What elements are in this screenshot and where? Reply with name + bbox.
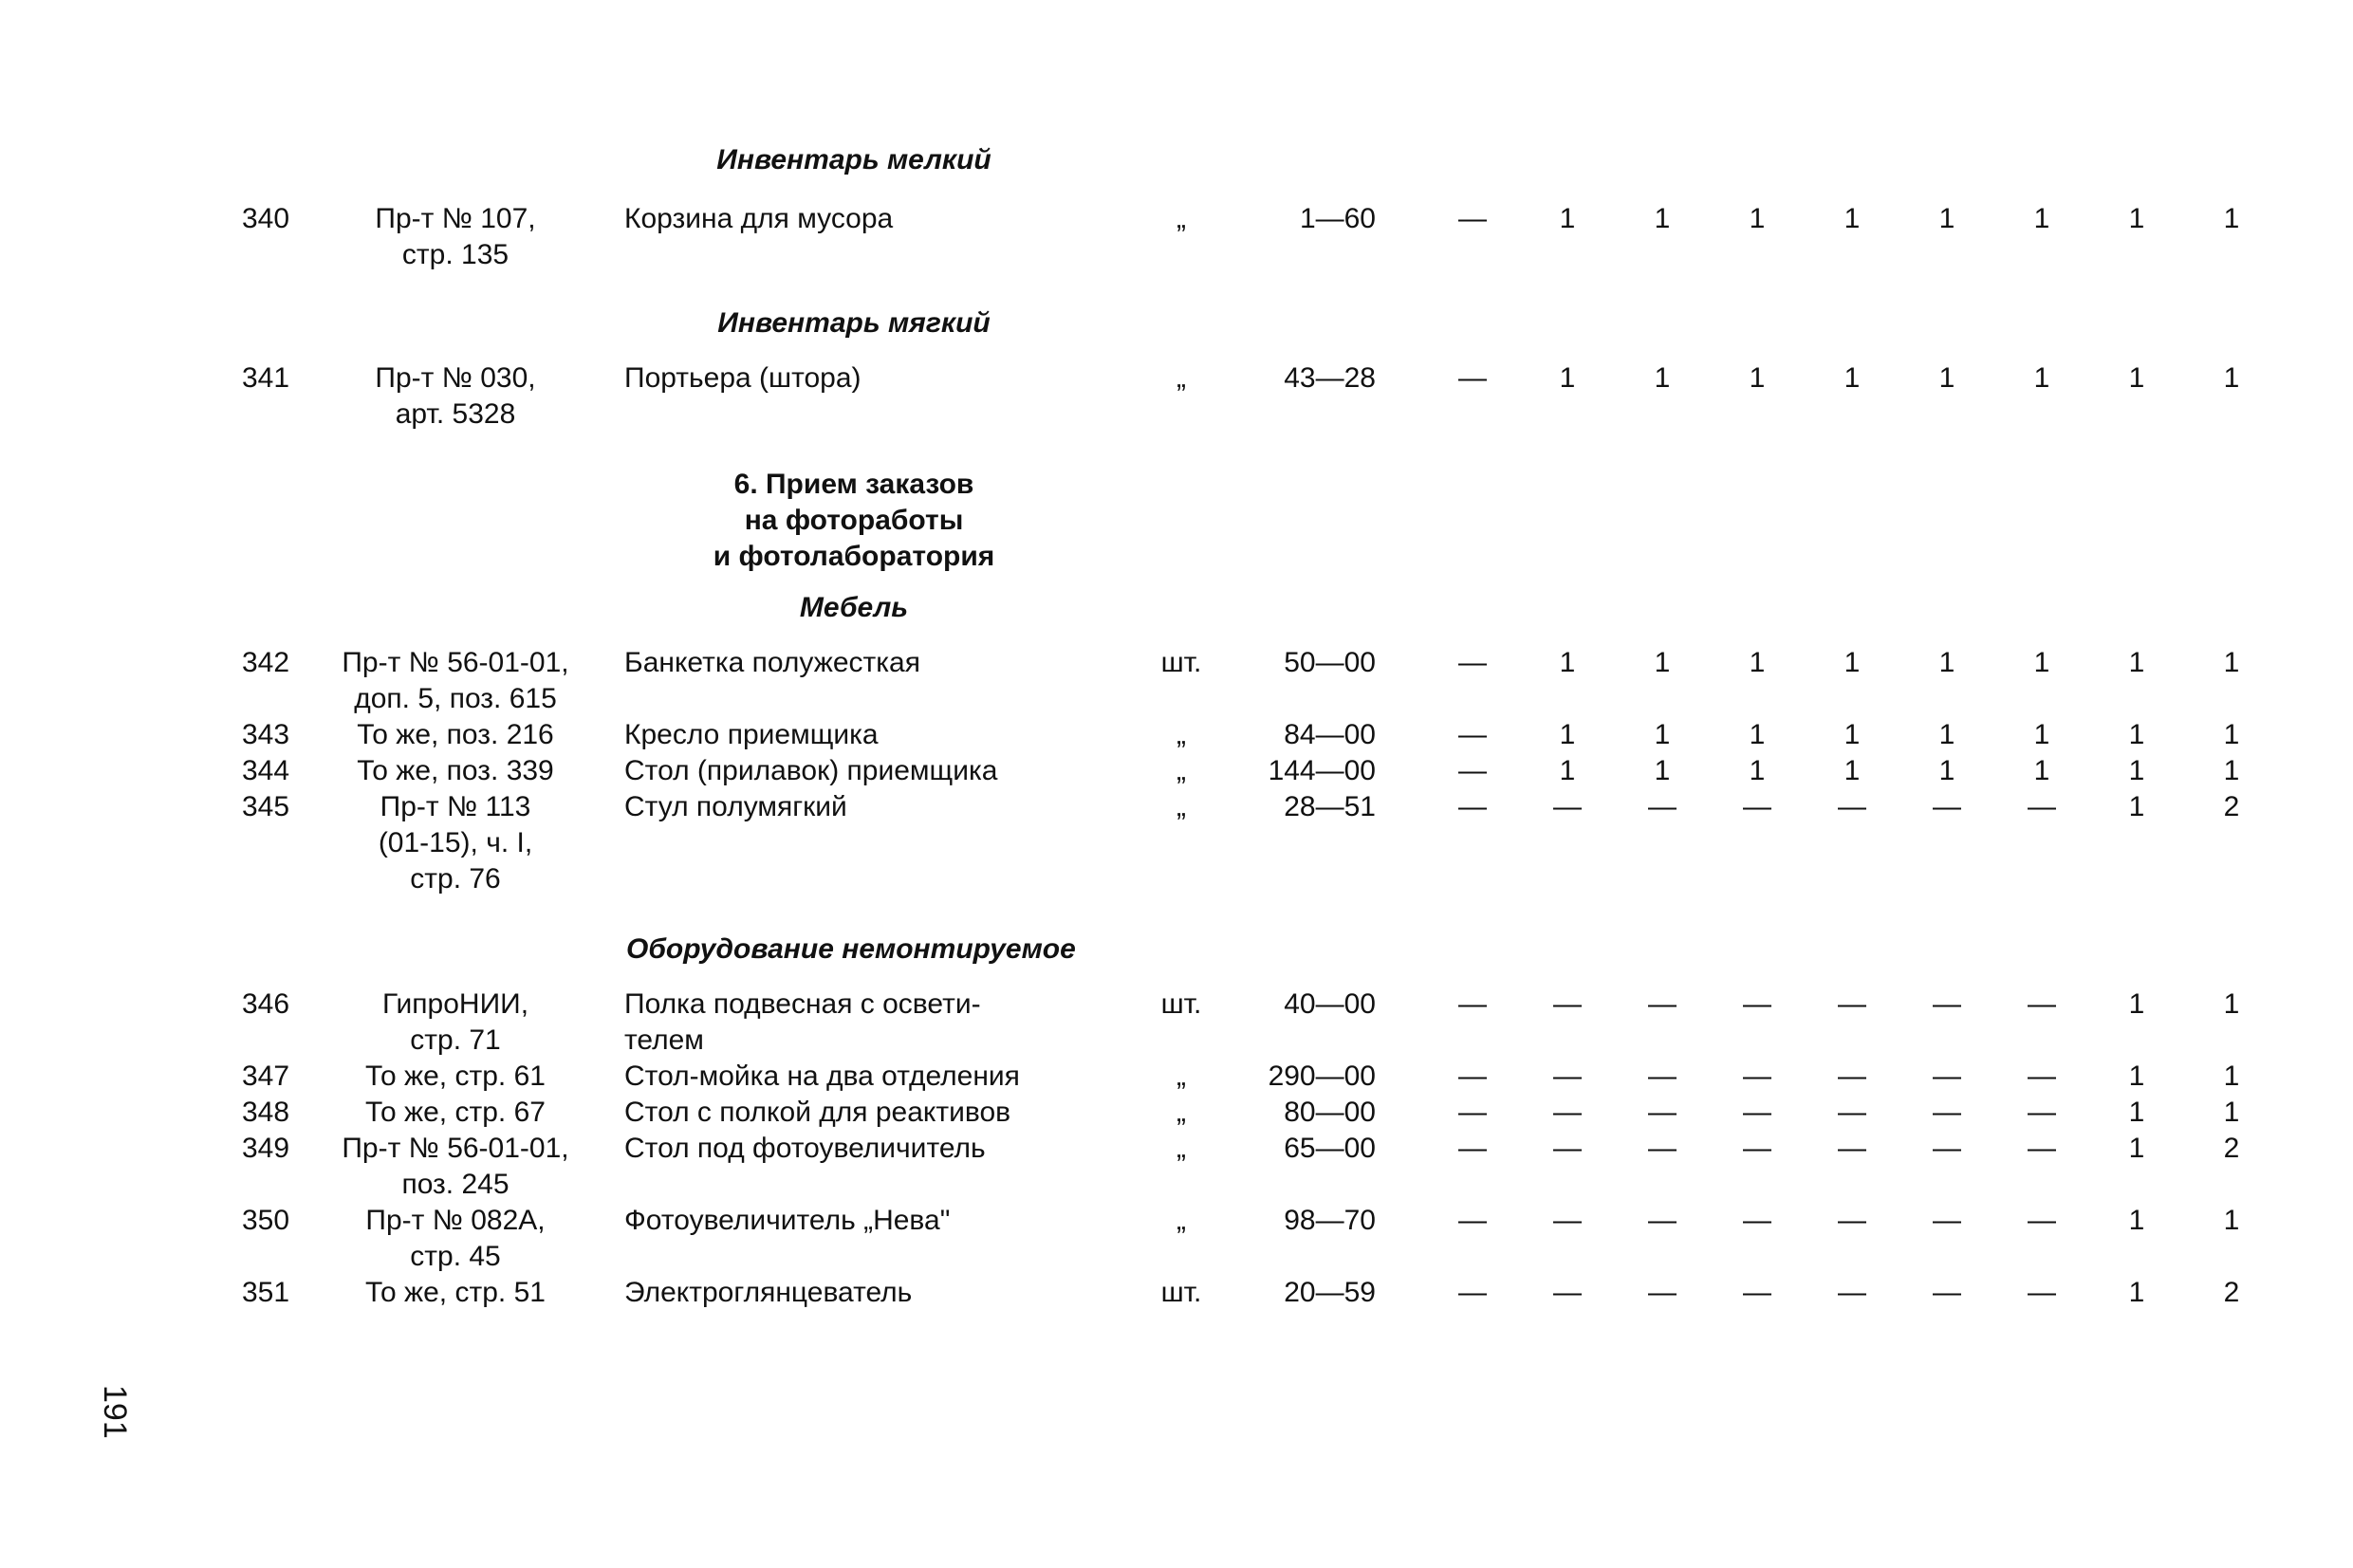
heading-section-6-line3: и фотолаборатория xyxy=(713,541,995,572)
row-price: 40—00 xyxy=(1284,988,1376,1020)
row-reference: Пр-т № 113 xyxy=(380,791,531,822)
row-quantity: 1 xyxy=(1843,647,1861,678)
row-price: 84—00 xyxy=(1284,719,1376,750)
row-unit: „ xyxy=(1176,1133,1186,1164)
row-quantity: 1 xyxy=(1559,362,1576,394)
row-item-name: Фотоувеличитель „Нева" xyxy=(624,1205,951,1236)
heading-furniture: Мебель xyxy=(799,592,909,623)
row-reference: Пр-т № 030, xyxy=(375,362,536,394)
row-item-name: Стол-мойка на два отделения xyxy=(624,1061,1020,1092)
row-number: 343 xyxy=(241,719,290,750)
row-quantity: — xyxy=(1458,362,1487,394)
row-quantity: — xyxy=(1458,1205,1487,1236)
row-quantity: — xyxy=(1648,791,1677,822)
row-item-name: Электроглянцеватель xyxy=(624,1277,913,1308)
row-reference: Пр-т № 107, xyxy=(375,203,536,234)
row-quantity: 1 xyxy=(1843,203,1861,234)
row-item-name: Стул полумягкий xyxy=(624,791,847,822)
row-quantity: 1 xyxy=(2128,1205,2145,1236)
row-item-name: Стол под фотоувеличитель xyxy=(624,1133,986,1164)
row-reference: арт. 5328 xyxy=(395,398,516,430)
row-unit: „ xyxy=(1176,362,1186,394)
row-quantity: 1 xyxy=(1654,647,1671,678)
row-quantity: 1 xyxy=(1559,755,1576,786)
row-quantity: 1 xyxy=(1938,755,1955,786)
row-quantity: 1 xyxy=(1749,362,1766,394)
row-quantity: — xyxy=(1553,1061,1582,1092)
row-quantity: 2 xyxy=(2223,791,2240,822)
row-quantity: — xyxy=(1838,1205,1866,1236)
row-quantity: — xyxy=(1933,1133,1961,1164)
row-number: 346 xyxy=(241,988,290,1020)
row-quantity: 1 xyxy=(1559,647,1576,678)
row-unit: „ xyxy=(1176,755,1186,786)
row-item-name: Стол с полкой для реактивов xyxy=(624,1097,1011,1128)
row-quantity: 1 xyxy=(1749,755,1766,786)
row-reference: (01-15), ч. I, xyxy=(378,827,533,858)
row-reference: поз. 245 xyxy=(401,1169,510,1200)
row-quantity: 1 xyxy=(1938,719,1955,750)
row-number: 340 xyxy=(241,203,290,234)
row-quantity: — xyxy=(1553,1097,1582,1128)
row-quantity: 2 xyxy=(2223,1133,2240,1164)
row-unit: „ xyxy=(1176,719,1186,750)
row-quantity: — xyxy=(1648,1061,1677,1092)
row-quantity: — xyxy=(1553,988,1582,1020)
row-unit: „ xyxy=(1176,203,1186,234)
row-quantity: 1 xyxy=(2128,719,2145,750)
row-quantity: 1 xyxy=(2033,203,2050,234)
row-quantity: 1 xyxy=(2223,1205,2240,1236)
row-item-name: Банкетка полужесткая xyxy=(624,647,920,678)
row-quantity: — xyxy=(2028,791,2056,822)
page-number: 191 xyxy=(97,1385,133,1439)
row-quantity: — xyxy=(1838,1097,1866,1128)
row-reference: Пр-т № 56-01-01, xyxy=(342,647,569,678)
row-unit: шт. xyxy=(1160,647,1202,678)
row-quantity: 1 xyxy=(2128,1277,2145,1308)
row-number: 349 xyxy=(241,1133,290,1164)
row-quantity: 1 xyxy=(2223,1097,2240,1128)
row-reference: То же, стр. 61 xyxy=(365,1061,546,1092)
heading-inventory-small: Инвентарь мелкий xyxy=(716,144,991,175)
row-reference: стр. 135 xyxy=(401,239,510,270)
row-reference: То же, поз. 216 xyxy=(357,719,554,750)
row-quantity: — xyxy=(1933,791,1961,822)
row-reference: То же, поз. 339 xyxy=(357,755,554,786)
row-quantity: 1 xyxy=(1559,719,1576,750)
row-price: 144—00 xyxy=(1268,755,1376,786)
heading-section-6-line1: 6. Прием заказов xyxy=(733,469,974,500)
row-quantity: — xyxy=(1838,791,1866,822)
row-quantity: — xyxy=(1933,1277,1961,1308)
row-price: 20—59 xyxy=(1284,1277,1376,1308)
row-number: 348 xyxy=(241,1097,290,1128)
row-item-name: Портьера (штора) xyxy=(624,362,862,394)
row-quantity: 1 xyxy=(1843,362,1861,394)
row-quantity: 1 xyxy=(1654,719,1671,750)
row-quantity: — xyxy=(1743,791,1771,822)
row-quantity: — xyxy=(1743,1097,1771,1128)
row-quantity: 1 xyxy=(1654,755,1671,786)
row-quantity: — xyxy=(2028,1061,2056,1092)
row-unit: „ xyxy=(1176,791,1186,822)
row-quantity: — xyxy=(1458,719,1487,750)
row-quantity: — xyxy=(1743,1061,1771,1092)
row-quantity: 1 xyxy=(2033,362,2050,394)
row-unit: „ xyxy=(1176,1097,1186,1128)
row-quantity: 1 xyxy=(2128,647,2145,678)
row-quantity: 1 xyxy=(2223,203,2240,234)
row-quantity: 1 xyxy=(2128,1133,2145,1164)
row-quantity: — xyxy=(1743,988,1771,1020)
row-quantity: — xyxy=(1458,755,1487,786)
row-quantity: — xyxy=(1458,203,1487,234)
row-number: 344 xyxy=(241,755,290,786)
row-quantity: — xyxy=(1553,1133,1582,1164)
row-quantity: — xyxy=(1933,1061,1961,1092)
row-number: 351 xyxy=(241,1277,290,1308)
row-quantity: 1 xyxy=(2128,988,2145,1020)
row-quantity: — xyxy=(1458,1133,1487,1164)
row-quantity: 1 xyxy=(2033,755,2050,786)
row-number: 345 xyxy=(241,791,290,822)
row-number: 350 xyxy=(241,1205,290,1236)
row-quantity: — xyxy=(2028,1205,2056,1236)
row-quantity: — xyxy=(1933,988,1961,1020)
row-quantity: 1 xyxy=(1938,203,1955,234)
heading-inventory-soft: Инвентарь мягкий xyxy=(717,307,991,339)
row-price: 1—60 xyxy=(1299,203,1376,234)
row-quantity: 1 xyxy=(2128,1097,2145,1128)
row-quantity: 1 xyxy=(1749,647,1766,678)
row-number: 341 xyxy=(241,362,290,394)
row-quantity: 1 xyxy=(2223,755,2240,786)
row-reference: ГипроНИИ, xyxy=(381,988,529,1020)
row-item-name: Кресло приемщика xyxy=(624,719,879,750)
row-unit: шт. xyxy=(1160,1277,1202,1308)
row-quantity: — xyxy=(1838,988,1866,1020)
row-quantity: 2 xyxy=(2223,1277,2240,1308)
row-quantity: 1 xyxy=(1749,203,1766,234)
row-item-name: телем xyxy=(624,1024,704,1056)
row-quantity: 1 xyxy=(2223,362,2240,394)
row-quantity: 1 xyxy=(2223,988,2240,1020)
row-reference: стр. 45 xyxy=(410,1241,501,1272)
row-quantity: — xyxy=(1743,1205,1771,1236)
row-quantity: 1 xyxy=(1843,719,1861,750)
row-quantity: — xyxy=(1838,1277,1866,1308)
row-reference: То же, стр. 51 xyxy=(365,1277,546,1308)
row-quantity: — xyxy=(1458,647,1487,678)
row-quantity: 1 xyxy=(1938,362,1955,394)
row-quantity: 1 xyxy=(2128,755,2145,786)
row-reference: Пр-т № 082А, xyxy=(365,1205,546,1236)
row-quantity: — xyxy=(1458,1097,1487,1128)
row-quantity: 1 xyxy=(1654,203,1671,234)
row-quantity: 1 xyxy=(1843,755,1861,786)
row-quantity: — xyxy=(1458,1061,1487,1092)
row-quantity: — xyxy=(2028,1097,2056,1128)
row-quantity: 1 xyxy=(2128,791,2145,822)
row-quantity: 1 xyxy=(1654,362,1671,394)
heading-section-6-line2: на фоторaботы xyxy=(744,505,964,536)
row-quantity: — xyxy=(1458,1277,1487,1308)
row-quantity: — xyxy=(1458,791,1487,822)
row-quantity: — xyxy=(2028,1277,2056,1308)
row-number: 342 xyxy=(241,647,290,678)
heading-equipment: Оборудование немонтируемое xyxy=(626,933,1076,965)
row-quantity: 1 xyxy=(2033,719,2050,750)
row-quantity: 1 xyxy=(1749,719,1766,750)
row-quantity: 1 xyxy=(2128,203,2145,234)
row-quantity: 1 xyxy=(1938,647,1955,678)
row-quantity: — xyxy=(1743,1133,1771,1164)
row-price: 98—70 xyxy=(1284,1205,1376,1236)
row-quantity: — xyxy=(2028,1133,2056,1164)
row-unit: „ xyxy=(1176,1061,1186,1092)
row-reference: доп. 5, поз. 615 xyxy=(354,683,557,714)
row-reference: стр. 71 xyxy=(410,1024,501,1056)
row-price: 80—00 xyxy=(1284,1097,1376,1128)
row-quantity: 1 xyxy=(2223,647,2240,678)
row-quantity: — xyxy=(1648,1205,1677,1236)
row-item-name: Корзина для мусора xyxy=(624,203,894,234)
row-item-name: Полка подвесная с освети- xyxy=(624,988,981,1020)
row-quantity: 1 xyxy=(2128,1061,2145,1092)
row-quantity: — xyxy=(1648,1097,1677,1128)
row-quantity: 1 xyxy=(2223,1061,2240,1092)
row-item-name: Стол (прилавок) приемщика xyxy=(624,755,998,786)
row-quantity: — xyxy=(1838,1133,1866,1164)
row-price: 65—00 xyxy=(1284,1133,1376,1164)
row-quantity: — xyxy=(1648,1133,1677,1164)
row-price: 290—00 xyxy=(1268,1061,1376,1092)
row-quantity: 1 xyxy=(2223,719,2240,750)
row-price: 28—51 xyxy=(1284,791,1376,822)
row-reference: стр. 76 xyxy=(410,863,501,895)
row-unit: „ xyxy=(1176,1205,1186,1236)
row-quantity: — xyxy=(1553,1205,1582,1236)
row-quantity: — xyxy=(1933,1205,1961,1236)
row-quantity: — xyxy=(1553,1277,1582,1308)
row-quantity: — xyxy=(1743,1277,1771,1308)
row-quantity: — xyxy=(1838,1061,1866,1092)
row-reference: То же, стр. 67 xyxy=(365,1097,546,1128)
row-reference: Пр-т № 56-01-01, xyxy=(342,1133,569,1164)
row-quantity: — xyxy=(1648,988,1677,1020)
row-number: 347 xyxy=(241,1061,290,1092)
row-quantity: 1 xyxy=(1559,203,1576,234)
row-quantity: 1 xyxy=(2128,362,2145,394)
row-quantity: — xyxy=(1458,988,1487,1020)
row-unit: шт. xyxy=(1160,988,1202,1020)
row-quantity: — xyxy=(2028,988,2056,1020)
row-quantity: — xyxy=(1648,1277,1677,1308)
row-quantity: 1 xyxy=(2033,647,2050,678)
row-price: 50—00 xyxy=(1284,647,1376,678)
row-quantity: — xyxy=(1933,1097,1961,1128)
row-quantity: — xyxy=(1553,791,1582,822)
row-price: 43—28 xyxy=(1284,362,1376,394)
